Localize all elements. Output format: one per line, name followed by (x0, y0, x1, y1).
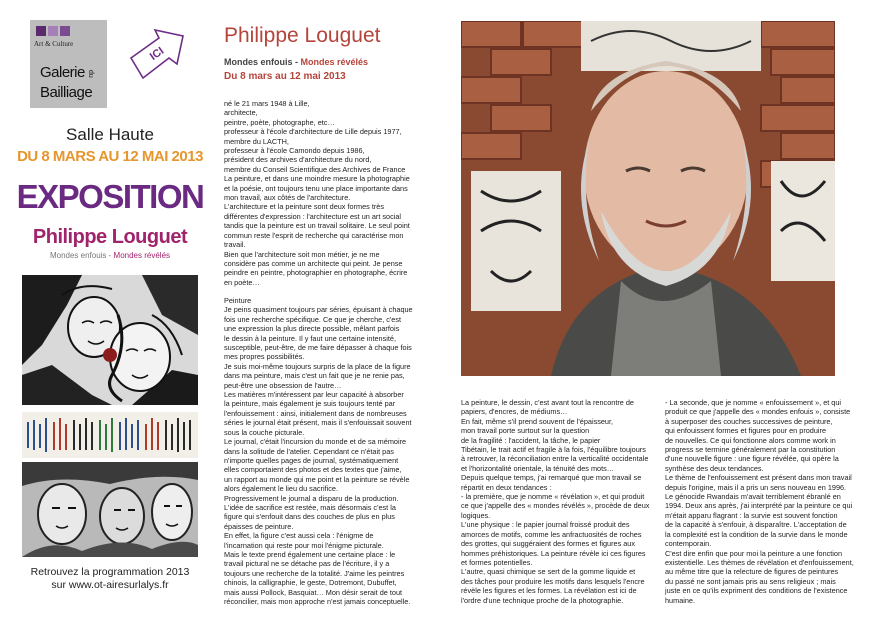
article-column-3: - La seconde, que je nomme « enfouissement », et qui produit ce que j'appelle des « mondes enfouis », consiste à superposer des couches successives de peinture, qui enfouissent formes et figures pour en produire de nouvelles. Ce qui fonctionne alors comme work in progress se termine généralement par la constitution d'une nouvelle figure : une figure révélée, qui opère la synthèse des deux tendances. Le thème de l'enfouissement est présent dans mon travail depuis l'origine, mais il a pris un sens nouveau en 1996. Le génocide Rwandais m'avait terriblement ébranlé en 1994. Deux ans après, j'ai interprété par la peinture ce qui m'était apparu flagrant : la survie est souvent fonction de la capacité à s'enfouir, à disparaître. L'acceptation de la complexité est la condition de la survie dans le monde contemporain. C'est dire enfin que pour moi la peinture a une fonction existentielle. Les thèmes de révélation et d'enfouissement, au même titre que la relecture de figures de peintures du passé ne sont jamais pris au sens religieux ; mais juste en ce qu'ils expriment des conditions de l'existence humaine. (665, 398, 854, 605)
poster-subtitle-a: Mondes enfouis (49, 251, 107, 260)
logo-galerie: Galerie (40, 64, 85, 81)
exposition-heading: EXPOSITION (16, 178, 204, 215)
gallery-logo (30, 20, 107, 108)
artwork-calligraphy-image (22, 412, 198, 458)
artwork-figures-image (22, 462, 198, 557)
article-subtitle-sep: - (292, 57, 301, 67)
logo-square-icon (60, 26, 70, 36)
logo-square-icon (36, 26, 46, 36)
salle-label: Salle Haute (66, 125, 154, 144)
programmation-notice (15, 566, 205, 592)
article-title: Philippe Louguet (224, 24, 381, 47)
poster-dates: DU 8 MARS AU 12 MAI 2013 (17, 148, 203, 165)
article-subtitle-b: Mondes révélés (300, 57, 369, 67)
bio-text: né le 21 mars 1948 à Lille, architecte, peintre, poète, photographe, etc… professeur à l'école d'architecture de Lille depuis 1977, membre du LACTH, professeur à l'école Camondo depuis 1986, président des archives d'architecture du nord, membre du Conseil Scientifique des Archives de France La peinture, et dans une moindre mesure la photographie et la poésie, ont toujours tenu une place importante dans mon travail, aux côtés de l'architecture. L'architecture et la peinture sont deux formes très différentes d'expression : l'architecture est un art social tandis que la peinture est un travail solitaire. Le seul point commun reste l'esprit de recherche qui caractérise mon travail. Bien que l'architecture soit mon métier, je ne me considère pas comme un architecte qui peint. Je pense peindre en peintre, photographier en photographe, écrire en poète… (224, 99, 410, 287)
poster-artist-name: Philippe Louguet (32, 226, 188, 248)
poster-subtitle (15, 251, 205, 260)
article-subtitle (224, 57, 368, 67)
poster-subtitle-b: Mondes révélés (113, 251, 171, 260)
logo-du: du (87, 70, 94, 78)
ici-label: ICI (147, 45, 167, 63)
logo-square-icon (48, 26, 58, 36)
article-column-2: La peinture, le dessin, c'est avant tout la rencontre de papiers, d'encres, de médiums… En fait, même s'il prend souvent de l'épaisseur, mon travail porte surtout sur la question de la fragilité : l'accident, la tâche, le papier Tibétain, le trait actif et fragile à la fois, l'équilibre toujours à retrouver, la réconciliation entre la verticalité occidentale et l'horizontalité orientale, la ténuité des mots… Depuis quelque temps, j'ai remarqué que mon travail se répartit en deux tendances : - la première, que je nomme « révélation », et qui produit ce que j'appelle des « mondes révélés », procède de deux logiques. L'une physique : le papier journal froissé produit des amorces de motifs, comme les anfractuosités de roches des grottes, qui suggéraient des formes et figures aux hommes préhistoriques. La peinture révèle ici ces figures et formes potentielles. L'autre, quasi chimique se sert de la gomme liquide et des tâches pour produire les motifs dans lesquels l'encre révèle les figures et les formes. La révélation est ici de l'ordre d'une technique proche de la photographie. (461, 398, 650, 605)
programmation-line1: Retrouvez la programmation 2013 (30, 566, 190, 578)
artist-portrait-photo (461, 21, 835, 376)
article-subtitle-a: Mondes enfouis (224, 57, 293, 67)
programmation-line2: sur www.ot-airesurlalys.fr (51, 579, 169, 591)
article-dates: Du 8 mars au 12 mai 2013 (224, 71, 346, 82)
peinture-text: Peinture Je peins quasiment toujours par séries, épuisant à chaque fois une recherche spécifique. Ce que je cherche, c'est une expression la plus directe possible, mêlant parfois le dessin à la peinture. Il y faut une certaine intensité, susceptible, peut-être, de me faire dépasser à chaque fois mes propres possibilités. Je suis moi-même toujours surpris de la place de la figure dans ma peinture, mais c'est un fait que je ne renie pas, peut-être une obsession de l'autre… Les matières m'intéressent par leur capacité à absorber la peinture, mais également je suis toujours tenté par l'enfouissement : ainsi, initialement dans de nombreuses séries le journal était présent, mais il s'enfouissait souvent sous la couche picturale. Le journal, c'était l'incursion du monde et de sa mémoire dans la solitude de l'atelier. Cependant ce n'était pas n'importe quelles pages de journal, systématiquement elles comportaient des photos et des textes que j'aime, un rapport au monde qui me point et la peinture se révèle alors également le lieu du sacrifice. Progressivement le journal a disparu de la production. L'idée de sacrifice est restée, mais désormais c'est la figure qui s'enfouit dans des couches de plus en plus épaisses de peinture. En effet, la figure c'est aussi cela : l'énigme de l'incarnation qui reste pour moi l'énigme picturale. Mais le texte prend également une certaine place : le travail pictural ne se détache pas de l'écriture, il y a toujours une recherche de la totalité. J'aime les peintres chinois, la calligraphie, le geste, Dotremont, Dubuffet, mais aussi Pollock, Basquiat… Mon désir serait de tout réconcilier, mais mon approche n'est jamais conceptuelle. (224, 296, 413, 606)
poster-subtitle-sep: - (106, 251, 114, 260)
logo-art-culture: Art & Culture (34, 40, 74, 48)
logo-bailliage: Bailliage (40, 84, 93, 101)
artwork-faces-image (22, 275, 198, 405)
